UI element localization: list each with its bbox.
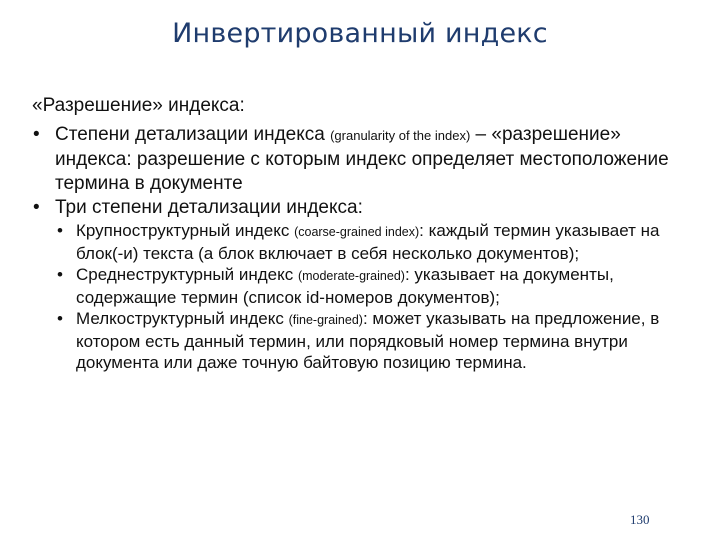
page-number: 130	[630, 512, 650, 527]
bullet-text-continued: – «разрешение» индекса: разрешение с которым индекс определяет местоположение термина в документе	[55, 124, 669, 194]
sub-bullet-moderate	[57, 264, 676, 308]
bullet-text: Три степени детализации индекса:	[55, 197, 363, 218]
sub-bullet-marker: •	[57, 309, 63, 328]
sub-bullet-text: Мелкоструктурный индекс	[76, 309, 289, 328]
sub-bullet-text: Среднеструктурный индекс	[76, 265, 298, 284]
bullet-three-degrees	[33, 196, 695, 220]
bullet-english-term: (granularity of the index)	[330, 128, 471, 143]
bullet-marker: •	[33, 124, 40, 145]
bullet-list	[0, 123, 720, 373]
sub-bullet-coarse	[57, 220, 676, 264]
sub-bullet-marker: •	[57, 265, 63, 284]
sub-bullet-english-term: (moderate-grained)	[297, 269, 405, 283]
slide-subtitle: «Разрешение» индекса:	[32, 95, 245, 116]
sub-bullet-english-term: (fine-grained)	[288, 313, 363, 327]
bullet-text: Степени детализации индекса	[55, 124, 331, 145]
sub-bullet-fine	[57, 308, 676, 373]
sub-bullet-text-continued: : указывает на документы, содержащие термин (список id-номеров документов);	[76, 265, 614, 307]
sub-bullet-english-term: (coarse-grained index)	[294, 225, 420, 239]
bullet-marker: •	[33, 197, 40, 218]
sub-bullet-text-continued: : каждый термин указывает на блок(-и) текста (а блок включает в себя несколько документов);	[76, 221, 660, 263]
bullet-granularity	[33, 123, 695, 196]
sub-bullet-marker: •	[57, 221, 63, 240]
sub-bullet-text: Крупноструктурный индекс	[76, 221, 295, 240]
sub-bullet-text-continued: : может указывать на предложение, в котором есть данный термин, или порядковый номер термина внутри документа или даже точную байтовую позицию термина.	[76, 309, 660, 372]
slide-title: Инвертированный индекс	[172, 18, 548, 49]
